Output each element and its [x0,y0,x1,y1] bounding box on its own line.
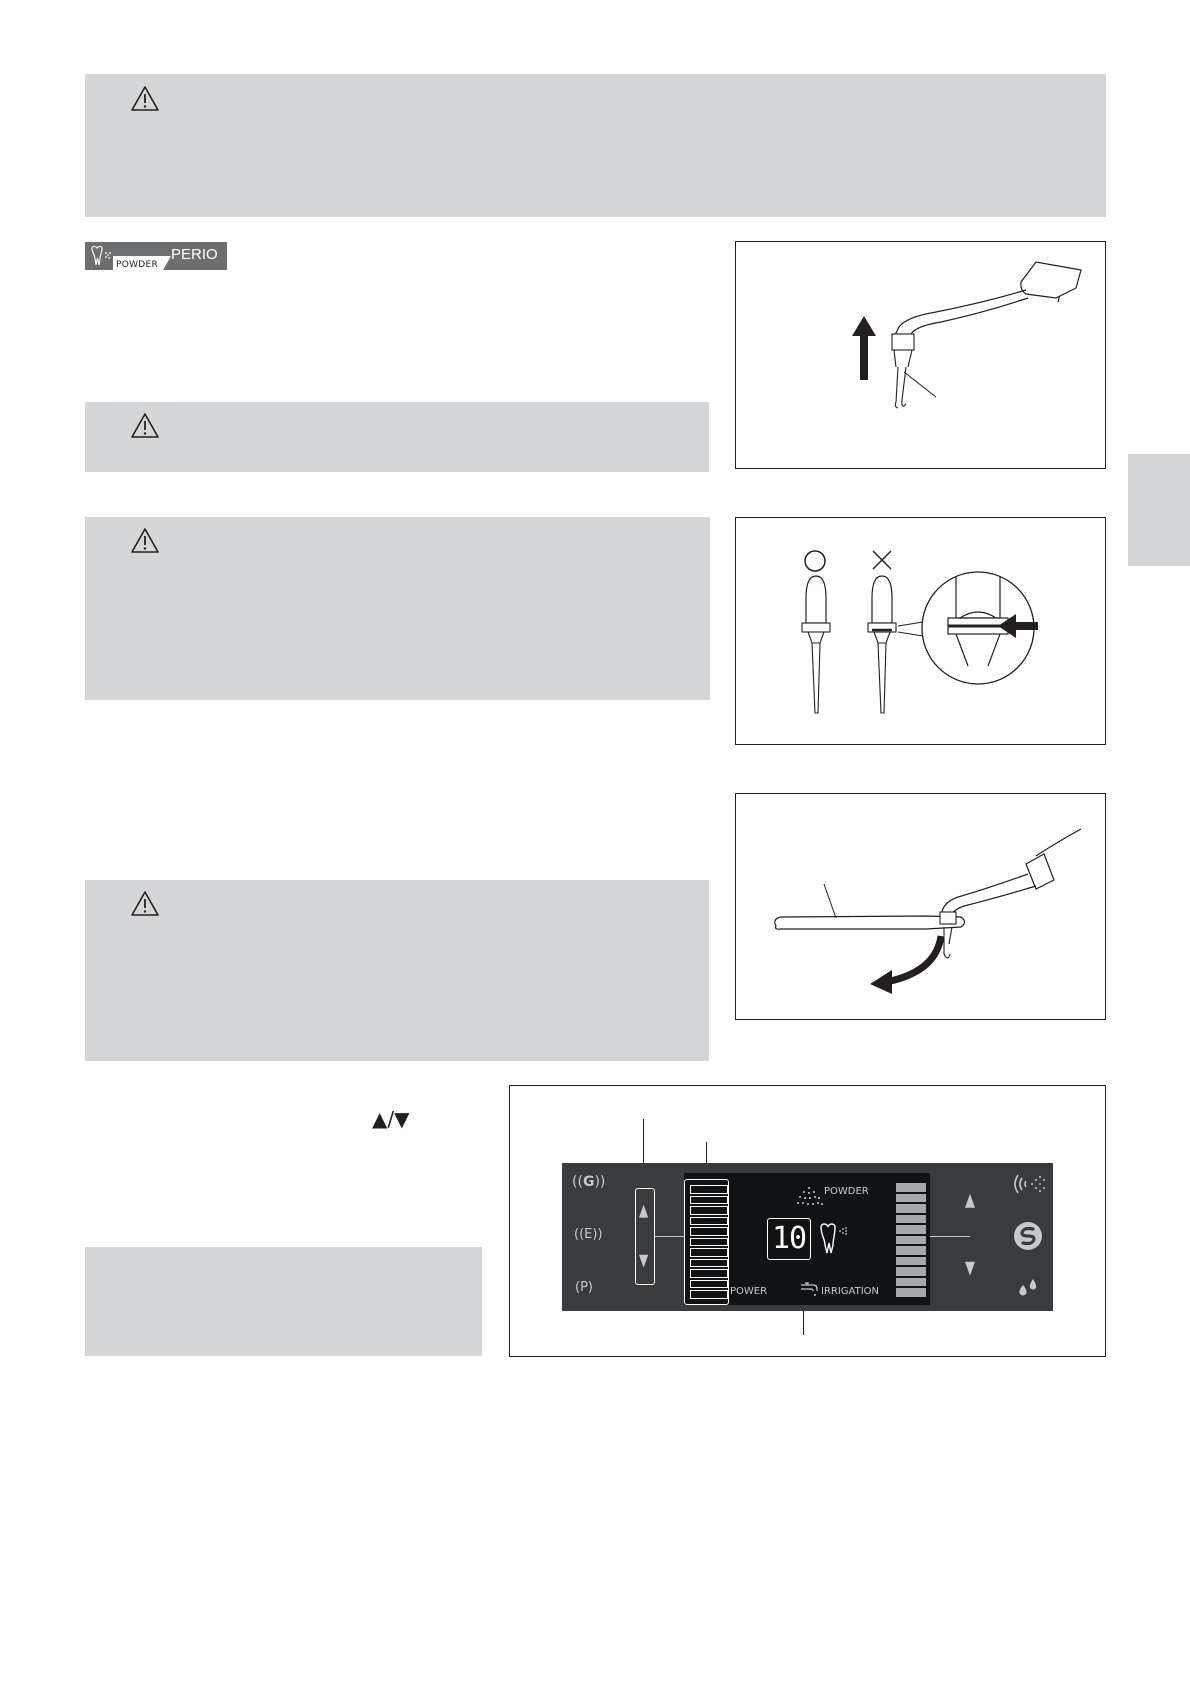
irrigation-up-button[interactable]: ▲ [965,1190,975,1211]
tooth-powder-icon [88,245,114,267]
tooth-spray-icon [818,1221,852,1255]
caution-box-3 [85,517,710,700]
warning-triangle-icon [130,527,160,555]
ng-mark-icon [873,551,891,569]
level-segment [896,1257,926,1266]
water-drop-icon[interactable] [1016,1277,1040,1299]
warning-triangle-icon [130,412,160,440]
caution-box-4 [85,880,709,1061]
figure-tip-check [735,517,1106,745]
mode-badge [85,242,227,270]
warning-triangle-icon [130,890,160,918]
level-segment [896,1278,926,1287]
warning-triangle-icon [130,85,160,113]
level-segment [896,1236,926,1245]
caution-box-2 [85,402,709,472]
level-segment [896,1183,926,1192]
powder-label: POWDER [824,1186,869,1197]
level-segment [896,1225,926,1234]
level-segment [896,1204,926,1213]
wireless-powder-icon[interactable] [1010,1171,1046,1197]
power-adjust-control[interactable] [635,1188,655,1285]
note-box-5 [85,1247,482,1356]
powder-spray-icon [794,1185,824,1209]
power-label: POWER [730,1286,768,1297]
level-segment [896,1246,926,1255]
figure-control-panel [509,1085,1106,1357]
value-readout: 10 [767,1218,811,1260]
irrigation-level-bars [896,1183,926,1297]
badge-powder-label: POWDER [116,260,159,270]
figure-wrench [735,793,1106,1020]
power-down-button[interactable]: ▼ [639,1250,649,1270]
control-panel [562,1163,1053,1311]
figure-tip-removal [735,241,1106,469]
irrigation-label: IRRIGATION [821,1286,880,1297]
level-segment [896,1267,926,1276]
badge-mode-label: PERIO [171,246,218,263]
level-segment [896,1194,926,1203]
level-segment [896,1288,926,1297]
mode-p-button[interactable]: (P) [575,1280,593,1295]
mode-e-button[interactable]: ((E)) [574,1227,603,1242]
mode-g-button[interactable]: ((G)) [572,1174,606,1190]
chapter-tab [1128,454,1190,566]
brand-logo-icon [1013,1221,1043,1251]
arrow-keys-text: ▲/▼ [372,1107,410,1131]
lcd-display [684,1173,930,1305]
irrigation-down-button[interactable]: ▼ [965,1258,975,1279]
ok-mark-icon [805,551,825,571]
level-segment [896,1215,926,1224]
power-up-button[interactable]: ▲ [639,1200,649,1220]
caution-box-top [85,74,1106,217]
faucet-icon [799,1281,819,1297]
